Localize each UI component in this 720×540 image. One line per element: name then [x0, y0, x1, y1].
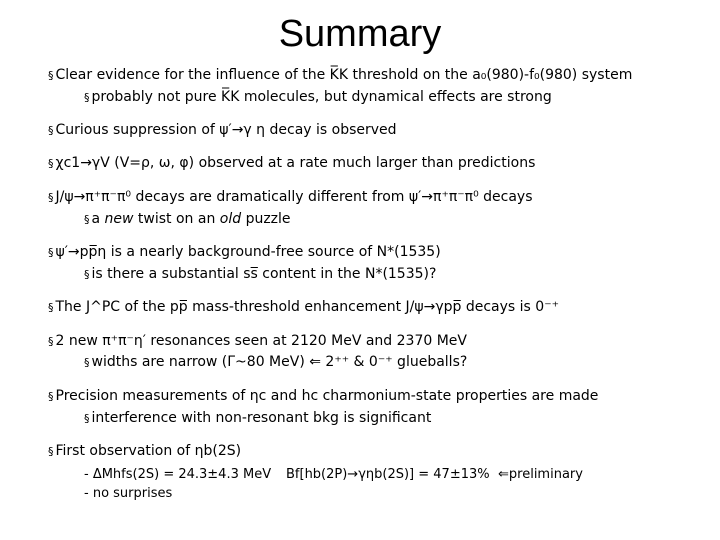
bullet-line	[48, 387, 598, 406]
bullet-text: is there a substantial ss̅ content in the N*(1535)?	[91, 266, 437, 282]
dash-line: - no surprises	[84, 486, 173, 501]
branching-fraction: Bf[hb(2P)→γηb(2S)] = 47±13%	[286, 467, 490, 482]
bullet-line	[48, 121, 397, 140]
bullet-text: J/ψ→π⁺π⁻π⁰ decays are dramatically different from ψ′→π⁺π⁻π⁰ decays	[55, 189, 533, 205]
bullet-marker: §	[48, 390, 54, 403]
sub-bullet-line	[84, 353, 467, 372]
bullet-line	[48, 332, 467, 351]
bullet-text: The J^PC of the pp̅ mass-threshold enhancement J/ψ→γpp̅ decays is 0⁻⁺	[55, 299, 559, 315]
bullet-line	[48, 188, 533, 207]
bullet-text-emphasis: new	[104, 211, 134, 227]
bullet-text: χc1→γV (V=ρ, ω, φ) observed at a rate much larger than predictions	[55, 155, 536, 171]
bullet-text: puzzle	[241, 211, 291, 227]
bullet-text: probably not pure K̅K molecules, but dynamical effects are strong	[91, 89, 552, 105]
bullet-text-emphasis: old	[219, 211, 242, 227]
bullet-line	[48, 442, 241, 461]
bullet-text: Clear evidence for the influence of the K̅K threshold on the a₀(980)-f₀(980) system	[55, 67, 633, 83]
bullet-marker: §	[84, 268, 90, 281]
bullet-text: twist on an	[133, 211, 220, 227]
bullet-marker: §	[48, 445, 54, 458]
bullet-text: Curious suppression of ψ′→γ η decay is observed	[55, 122, 397, 138]
sub-bullet-line	[84, 88, 552, 107]
bullet-line	[48, 154, 535, 173]
slide-title: Summary	[278, 13, 442, 55]
bullet-marker: §	[84, 412, 90, 425]
bullet-text: ψ′→pp̅η is a nearly background-free source of N*(1535)	[55, 244, 441, 260]
bullet-marker: §	[48, 335, 54, 348]
dash-line: - ΔMhfs(2S) = 24.3±4.3 MeV	[84, 467, 272, 482]
sub-bullet-line	[84, 409, 431, 428]
bullet-marker: §	[84, 356, 90, 369]
bullet-marker: §	[84, 91, 90, 104]
bullet-marker: §	[48, 157, 54, 170]
bullet-marker: §	[48, 124, 54, 137]
preliminary-note: ⇐preliminary	[498, 467, 583, 482]
bullet-marker: §	[48, 191, 54, 204]
bullet-line	[48, 243, 441, 262]
bullet-line	[48, 298, 559, 317]
bullet-text: a	[91, 211, 105, 227]
sub-bullet-line	[84, 265, 436, 284]
bullet-text: interference with non-resonant bkg is significant	[91, 410, 432, 426]
bullet-text: 2 new π⁺π⁻η′ resonances seen at 2120 MeV and 2370 MeV	[55, 333, 467, 349]
bullet-marker: §	[48, 69, 54, 82]
bullet-line	[48, 66, 632, 85]
bullet-text: First observation of ηb(2S)	[55, 443, 242, 459]
sub-bullet-line	[84, 210, 291, 229]
bullet-text: widths are narrow (Γ~80 MeV) ⇐ 2⁺⁺ & 0⁻⁺ glueballs?	[91, 354, 468, 370]
bullet-marker: §	[48, 301, 54, 314]
bullet-marker: §	[84, 213, 90, 226]
bullet-marker: §	[48, 246, 54, 259]
bullet-text: Precision measurements of ηc and hc charmonium-state properties are made	[55, 388, 599, 404]
